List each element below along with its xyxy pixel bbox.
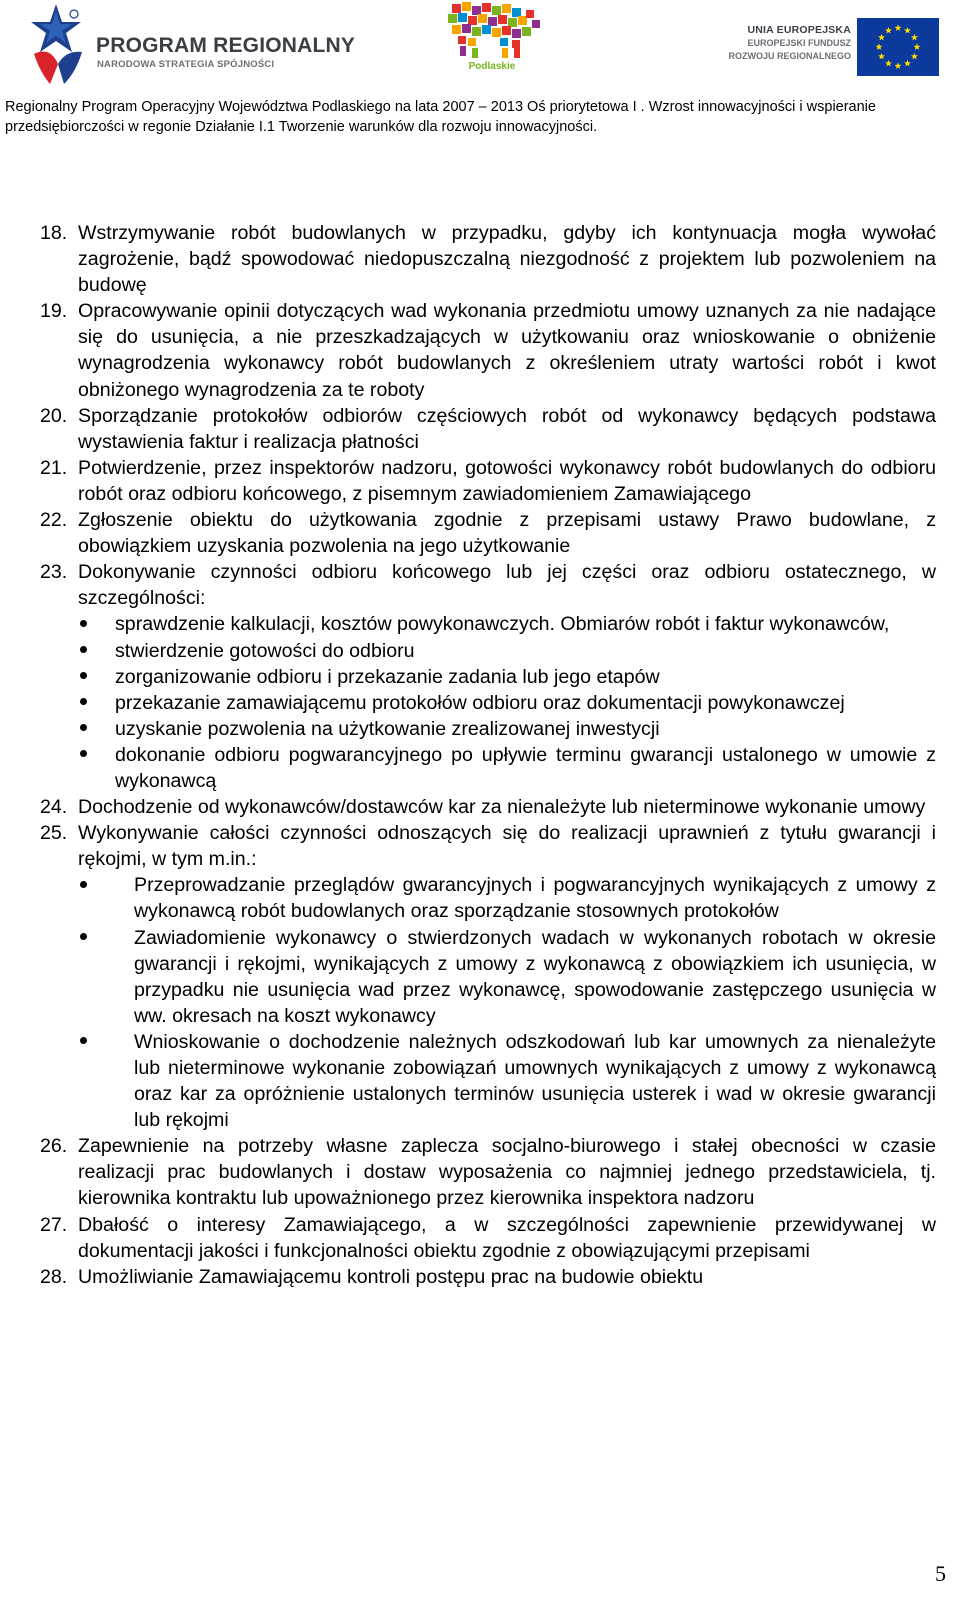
- bullet-list: [78, 611, 936, 794]
- item-text: Potwierdzenie, przez inspektorów nadzoru, gotowości wykonawcy robót budowlanych do odbioru robót oraz odbioru końcowego, z pisemnym zawiadomieniem Zamawiającego: [78, 456, 936, 505]
- bullet-icon: [78, 716, 115, 742]
- item-text: Dochodzenie od wykonawców/dostawców kar za nienależyte lub nieterminowe wykonanie umowy: [78, 796, 926, 819]
- bullet-text: uzyskanie pozwolenia na użytkowanie zrealizowanej inwestycji: [115, 717, 660, 740]
- program-regionalny-logo: [20, 2, 370, 88]
- program-description: Regionalny Program Operacyjny Województwa Podlaskiego na lata 2007 – 2013 Oś priorytetowa I . Wzrost innowacyjności i wspieranie przedsiębiorczości w regonie Działanie I.1 Tworzenie warunków dla rozwoju innowacyjności.: [5, 99, 876, 135]
- program-regionalny-emblem-icon: [20, 2, 92, 88]
- logo-bar: [0, 0, 960, 95]
- podlaskie-logo: [438, 0, 558, 80]
- bullet-item: [78, 872, 936, 924]
- list-item: [40, 794, 936, 820]
- eu-line-2: EUROPEJSKI FUNDUSZ: [747, 38, 851, 48]
- list-item: [40, 507, 936, 559]
- bullet-text: zorganizowanie odbioru i przekazanie zadania lub jego etapów: [115, 665, 660, 688]
- item-text: Wstrzymywanie robót budowlanych w przypadku, gdyby ich kontynuacja mogła wywołać zagrożenie, bądź spowodować niedopuszczalną niezgodność z projektem lub pozwoleniem na budowę: [78, 222, 936, 297]
- item-number: 20.: [40, 404, 68, 427]
- bullet-item: [78, 716, 936, 742]
- list-item: [40, 455, 936, 507]
- item-number: 28.: [40, 1265, 68, 1288]
- bullet-icon: [78, 1029, 134, 1055]
- list-item: [40, 1264, 936, 1290]
- item-number: 22.: [40, 509, 68, 532]
- bullet-icon: [78, 638, 115, 664]
- bullet-text: Wnioskowanie o dochodzenie należnych odszkodowań lub kar umownych za nienależyte lub nieterminowe wykonanie zobowiązań umownych wynikających z umowy z wykonawcą oraz kar za opróżnienie ustalonych terminów usunięcia usterek i wad w okresie gwarancji lub rękojmi: [134, 1030, 936, 1132]
- item-text: Zgłoszenie obiektu do użytkowania zgodnie z przepisami ustawy Prawo budowlane, z obowiązkiem uzyskania pozwolenia na jego użytkowanie: [78, 509, 936, 558]
- item-number: 23.: [40, 561, 68, 584]
- list-item: [40, 298, 936, 402]
- bullet-icon: [78, 925, 134, 951]
- bullet-text: stwierdzenie gotowości do odbioru: [115, 639, 415, 662]
- item-text-container: [78, 820, 936, 1133]
- eu-logo: [705, 18, 945, 80]
- bullet-item: [78, 1029, 936, 1133]
- list-item: [40, 220, 936, 298]
- bullet-item: [78, 664, 936, 690]
- item-text: Opracowywanie opinii dotyczących wad wykonania przedmiotu umowy uznanych za nie nadające się do usunięcia, a nie przeszkadzających w użytkowaniu oraz wnioskowanie o obniżenie wynagrodzenia wykonawcy robót budowlanych z określeniem utraty wartości robót i kwot obniżonego wynagrodzenia za te roboty: [78, 300, 936, 401]
- bullet-text: Przeprowadzanie przeglądów gwarancyjnych i pogwarancyjnych wynikających z umowy z wykonawcą robót budowlanych oraz sporządzanie stosownych protokołów: [134, 874, 936, 923]
- eu-flag-icon: [857, 18, 939, 76]
- program-title: PROGRAM REGIONALNY: [96, 34, 356, 57]
- bullet-item: [78, 638, 936, 664]
- bullet-item: [78, 690, 936, 716]
- program-subtitle: NARODOWA STRATEGIA SPÓJNOŚCI: [97, 59, 275, 70]
- list-item: [40, 820, 936, 1133]
- bullet-icon: [78, 742, 115, 768]
- item-number: 26.: [40, 1135, 68, 1158]
- item-number: 27.: [40, 1213, 68, 1236]
- item-number: 25.: [40, 822, 68, 845]
- item-text-container: [78, 559, 936, 794]
- bullet-icon: [78, 690, 115, 716]
- bullet-item: [78, 925, 936, 1029]
- page-number: 5: [935, 1561, 946, 1586]
- list-item: [40, 1212, 936, 1264]
- eu-text: [713, 24, 851, 63]
- item-number: 19.: [40, 300, 68, 323]
- bullet-text: przekazanie zamawiającemu protokołów odbioru oraz dokumentacji powykonawczej: [115, 691, 845, 714]
- list-item: [40, 403, 936, 455]
- bison-mosaic-icon: [438, 0, 546, 62]
- bullet-item: [78, 742, 936, 794]
- item-text: Zapewnienie na potrzeby własne zaplecza socjalno-biurowego i stałej obecności w czasie realizacji prac budowlanych i dostaw wyposażenia co najmniej jednego przedstawiciela, tj. kierownika kontraktu lub upoważnionego przez kierownika inspektora nadzoru: [78, 1135, 936, 1210]
- item-number: 24.: [40, 796, 68, 819]
- eu-line-3: ROZWOJU REGIONALNEGO: [728, 51, 851, 61]
- item-text: Wykonywanie całości czynności odnoszących się do realizacji uprawnień z tytułu gwarancji i rękojmi, w tym m.in.:: [78, 822, 936, 871]
- region-name: Podlaskie: [468, 61, 516, 72]
- item-text: Umożliwianie Zamawiającemu kontroli postępu prac na budowie obiektu: [78, 1265, 704, 1288]
- list-item: [40, 559, 936, 794]
- bullet-icon: [78, 664, 115, 690]
- item-text: Dbałość o interesy Zamawiającego, a w szczególności zapewnienie przewidywanej w dokumentacji jakości i funkcjonalności obiektu zgodnie z obowiązującymi przepisami: [78, 1213, 936, 1262]
- bullet-item: [78, 611, 936, 637]
- item-text: Sporządzanie protokołów odbiorów częściowych robót od wykonawcy będących podstawa wystawienia faktur i realizacja płatności: [78, 404, 936, 453]
- bullet-text: Zawiadomienie wykonawcy o stwierdzonych wadach w wykonanych robotach w okresie gwarancji i rękojmi, wynikających z umowy z wykonawcą z obowiązkiem ich usunięcia, w przypadku nie usunięcia wad przez wykonawcę, spowodowanie zastępczego usunięcia w ww. okresach na koszt wykonawcy: [134, 926, 936, 1027]
- eu-line-1: UNIA EUROPEJSKA: [747, 24, 851, 36]
- duties-list: [40, 220, 936, 1290]
- bullet-text: dokonanie odbioru pogwarancyjnego po upływie terminu gwarancji ustalonego w umowie z wykonawcą: [115, 743, 936, 792]
- list-item: [40, 1133, 936, 1211]
- item-text: Dokonywanie czynności odbioru końcowego lub jej części oraz odbioru ostatecznego, w szczególności:: [78, 561, 936, 610]
- bullet-icon: [78, 611, 115, 637]
- bullet-list: [78, 872, 936, 1133]
- bullet-icon: [78, 872, 134, 898]
- bullet-text: sprawdzenie kalkulacji, kosztów powykonawczych. Obmiarów robót i faktur wykonawców,: [115, 613, 890, 636]
- item-number: 21.: [40, 456, 68, 479]
- item-number: 18.: [40, 222, 68, 244]
